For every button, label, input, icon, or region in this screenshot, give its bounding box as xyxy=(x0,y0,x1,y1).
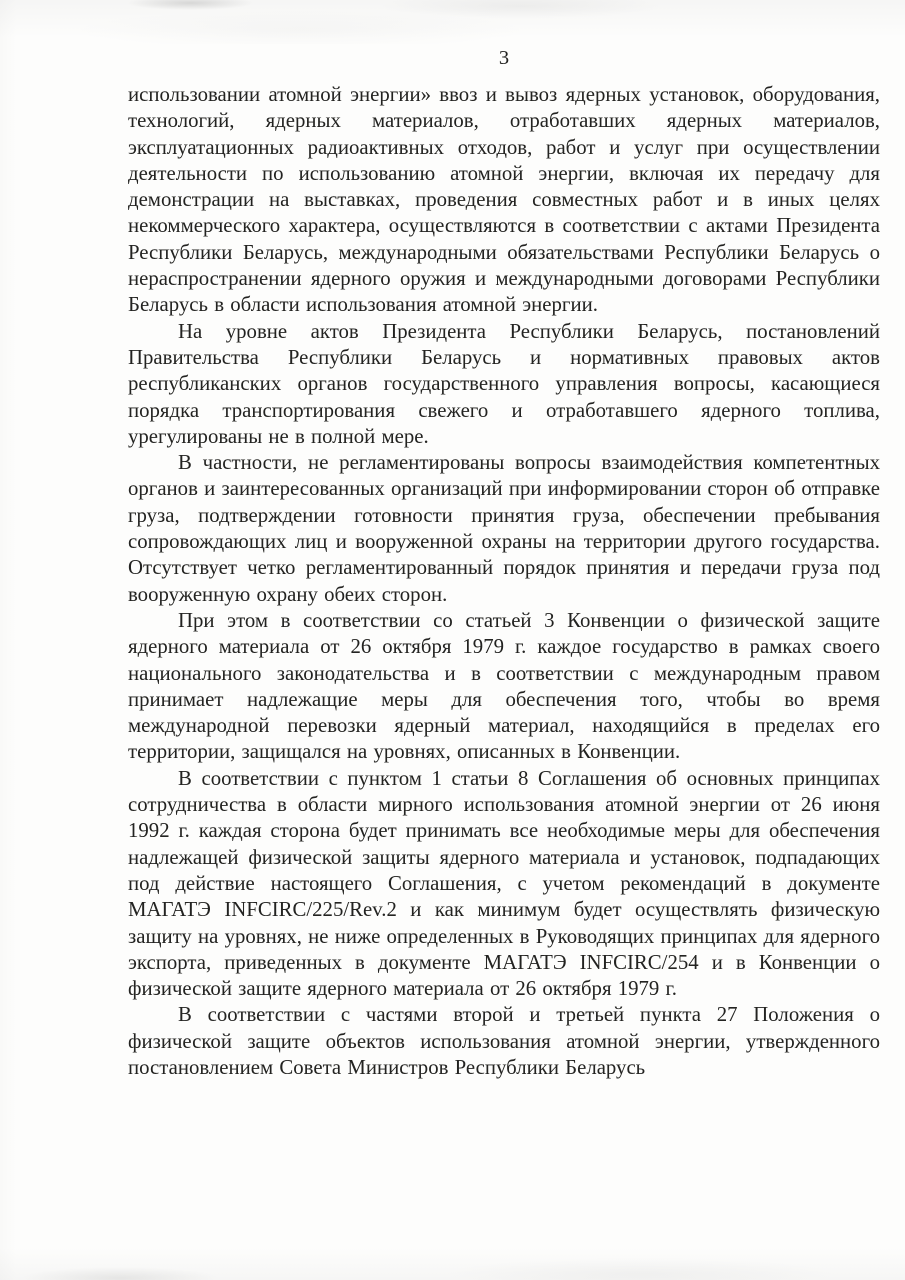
paragraph-continuation: использовании атомной энергии» ввоз и вывоз ядерных установок, оборудования, технологий, ядерных материалов, отработавших ядерных материалов, эксплуатационных радиоактивных отходов, работ и услуг при осуществлении деятельности по использованию атомной энергии, включая их передачу для демонстрации на выставках, проведения совместных работ и в иных целях некоммерческого характера, осуществляются в соответствии с актами Президента Республики Беларусь, международными обязательствами Республики Беларусь о нераспространении ядерного оружия и международными договорами Республики Беларусь в области использования атомной энергии. xyxy=(128,83,880,317)
page-number: 3 xyxy=(498,47,510,69)
paragraph: В соответствии с частями второй и третьей пункта 27 Положения о физической защите объектов использования атомной энергии, утвержденного постановлением Совета Министров Республики Беларусь xyxy=(128,1003,880,1079)
paragraph: В частности, не регламентированы вопросы взаимодействия компетентных органов и заинтересованных организаций при информировании сторон об отправке груза, подтверждении готовности принятия груза, обеспечении пребывания сопровождающих лиц и вооруженной охраны на территории другого государства. Отсутствует четко регламентированный порядок принятия и передачи груза под вооруженную охрану обеих сторон. xyxy=(128,451,880,606)
paragraph: При этом в соответствии со статьей 3 Конвенции о физической защите ядерного материала от 26 октября 1979 г. каждое государство в рамках своего национального законодательства и в соответствии с международным правом принимает надлежащие меры для обеспечения того, чтобы во время международной перевозки ядерный материал, находящийся в пределах его территории, защищался на уровнях, описанных в Конвенции. xyxy=(128,608,880,764)
document-body xyxy=(128,82,880,1081)
paragraph: В соответствии с пунктом 1 статьи 8 Соглашения об основных принципах сотрудничества в области мирного использования атомной энергии от 26 июня 1992 г. каждая сторона будет принимать все необходимые меры для обеспечения надлежащей физической защиты ядерного материала и установок, подпадающих под действие настоящего Соглашения, с учетом рекомендаций в документе МАГАТЭ INFCIRC/225/Rev.2 и как минимум будет осуществлять физическую защиту на уровнях, не ниже определенных в Руководящих принципах для ядерного экспорта, приведенных в документе МАГАТЭ INFCIRC/254 и в Конвенции о физической защите ядерного материала от 26 октября 1979 г. xyxy=(128,766,880,1001)
scan-artifact-top-edge xyxy=(0,0,905,44)
scan-artifact-bottom-edge xyxy=(0,1234,905,1280)
scan-artifact-left-edge xyxy=(0,0,16,1280)
paragraph: На уровне актов Президента Республики Беларусь, постановлений Правительства Республики Беларусь и нормативных правовых актов республиканских органов государственного управления вопросы, касающиеся порядка транспортирования свежего и отработавшего ядерного топлива, урегулированы не в полной мере. xyxy=(128,319,880,448)
